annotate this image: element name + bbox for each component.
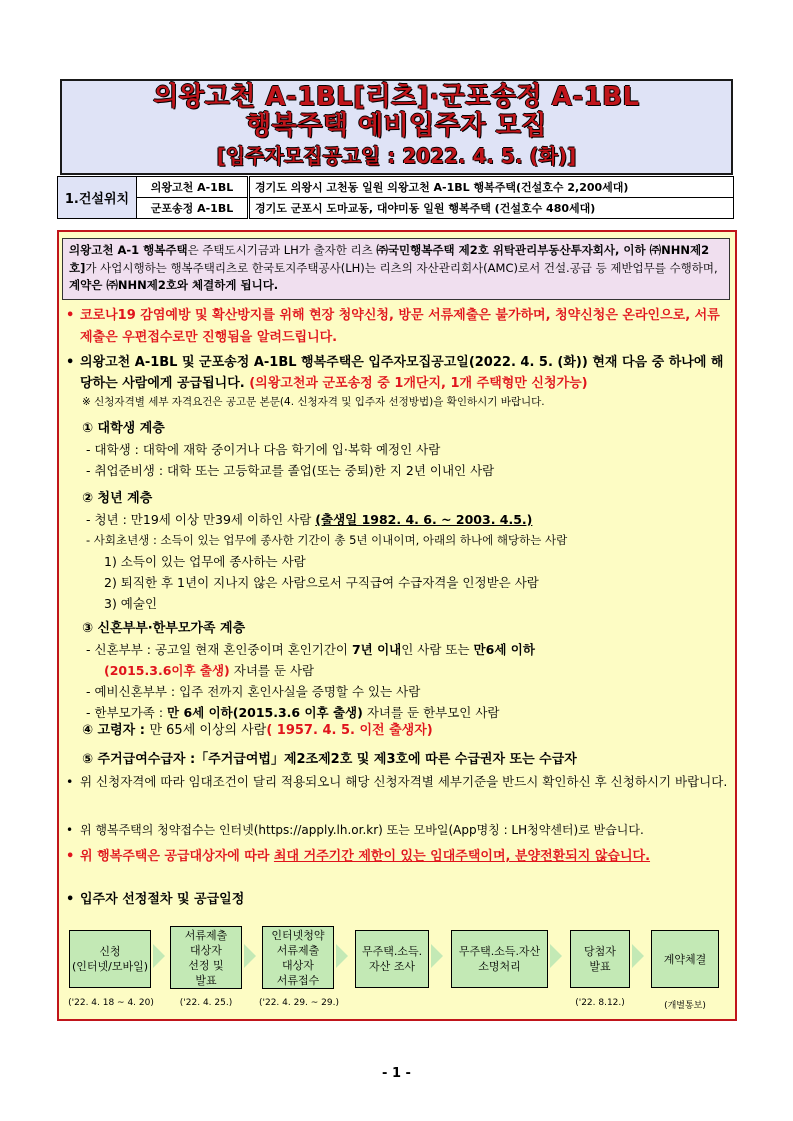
- section-youth: [64, 488, 732, 614]
- note-conditions: • 위 신청자격에 따라 임대조건이 달리 적용되오니 해당 신청자격별 세부기준을 반드시 확인하신 후 신청하시기 바랍니다.: [64, 771, 732, 792]
- location-table: [57, 176, 734, 219]
- notes: [64, 889, 732, 910]
- list-item-text: - 한부모가족 :: [86, 705, 168, 720]
- flow-date: (개별통보): [664, 1001, 706, 1011]
- supply-note: ※ 신청자격별 세부 자격요건은 공고문 본문(4. 신청자격 및 입주자 선정방법)을 확인하시기 바랍니다.: [82, 396, 545, 408]
- flow-step-selection: [170, 926, 242, 989]
- section-title: ③ 신혼부부·한부모가족 계층: [82, 621, 246, 636]
- flow-step-apply: [69, 930, 151, 988]
- list-item: - 예비신혼부부 : 입주 전까지 혼인사실을 증명할 수 있는 사람: [86, 684, 421, 699]
- title-box: [60, 79, 733, 175]
- flow-arrow-icon: [244, 944, 256, 968]
- intro-subject: 의왕고천 A-1 행복주택: [69, 243, 188, 257]
- flow-date: ('22. 8.12.): [575, 998, 625, 1008]
- section-title: ② 청년 계층: [82, 491, 153, 506]
- section-title: ① 대학생 계층: [82, 421, 165, 436]
- title-line-2: 행복주택 예비입주자 모집: [246, 111, 547, 141]
- flow-arrow-icon: [431, 944, 443, 968]
- list-item: - 대학생 : 대학에 재학 중이거나 다음 학기에 입·복학 예정인 사람: [86, 442, 441, 457]
- site-name: 군포송정 A-1BL: [137, 198, 249, 219]
- elderly-label: ④ 고령자 :: [82, 723, 150, 738]
- intro-box: [62, 238, 730, 300]
- section-students: [64, 418, 732, 481]
- intro-company: ㈜국민행복주택 제2호 위탁관리부동산투자회사, 이하 ㈜NHN제2호]: [69, 243, 710, 275]
- table-row: [58, 177, 734, 198]
- notes: [64, 771, 732, 792]
- flow-arrow-icon: [336, 944, 348, 968]
- site-address: 경기도 의왕시 고천동 일원 의왕고천 A-1BL 행복주택(건설호수 2,200세대): [249, 177, 734, 198]
- elderly-text: 만 65세 이상의 사람: [149, 723, 267, 738]
- flow-step-label: 계약체결: [663, 952, 707, 966]
- flow-arrow-icon: [632, 944, 644, 968]
- supply-restriction: (의왕고천과 군포송정 중 1개단지, 1개 주택형만 신청가능): [249, 376, 588, 391]
- section-title: [64, 720, 732, 741]
- notes: [64, 846, 732, 867]
- flow-step-label: 신청 (인터넷/모바일): [71, 945, 149, 973]
- site-name: 의왕고천 A-1BL: [137, 177, 249, 198]
- flow-step-documents: [262, 926, 334, 989]
- birth-date-red: (2015.3.6이후 출생): [104, 663, 230, 678]
- flow-step-label: 무주택.소득. 자산 조사: [361, 945, 423, 973]
- flow-step-contract: [651, 930, 719, 988]
- sub-item: 3) 예술인: [104, 596, 158, 611]
- intro-text: 가 사업시행하는 행복주택리츠로 한국토지주택공사(LH)는 리츠의 자산관리회사(AMC)로서 건설.공급 등 제반업무를 수행하며,: [85, 260, 718, 275]
- note-text-underline: 최대 거주기간 제한이 있는 임대주택이며, 분양전환되지 않습니다.: [273, 849, 651, 864]
- supply-section: [64, 352, 732, 410]
- list-item: [64, 660, 732, 681]
- flow-step-announcement: [570, 930, 630, 988]
- notes: [64, 820, 732, 841]
- list-item-text: 자녀를 둔 사람: [229, 663, 315, 678]
- title-line-3: [입주자모집공고일 : 2022. 4. 5. (화)]: [216, 144, 577, 168]
- sub-item: 1) 소득이 있는 업무에 종사하는 사람: [104, 554, 306, 569]
- intro-contract: 계약은 ㈜NHN제2호와 체결하게 됩니다.: [69, 278, 279, 292]
- section-newlyweds: [64, 618, 732, 723]
- supply-main: [64, 352, 732, 394]
- covid-notice-text: • 코로나19 감염예방 및 확산방지를 위해 현장 청약신청, 방문 서류제출은 불가하며, 청약신청은 온라인으로, 서류제출은 우편접수로만 진행됨을 알려드립니다.: [64, 305, 732, 349]
- highlight: 만6세 이하: [473, 642, 535, 657]
- page-number: - 1 -: [382, 1066, 411, 1081]
- list-item-text: - 청년 : 만19세 이상 만39세 이하인 사람: [86, 512, 316, 527]
- elderly-birth: ( 1957. 4. 5. 이전 출생자): [266, 723, 433, 738]
- flow-date: ('22. 4. 25.): [179, 998, 233, 1008]
- list-item-text: 자녀를 둔 한부모인 사람: [362, 705, 500, 720]
- note-application: • 위 행복주택의 청약접수는 인터넷(https://apply.lh.or.kr) 또는 모바일(App명칭 : LH청약센터)로 받습니다.: [64, 820, 732, 841]
- list-item: - 취업준비생 : 대학 또는 고등학교를 졸업(또는 중퇴)한 지 2년 이내인 사람: [86, 463, 495, 478]
- list-item: [64, 509, 732, 530]
- flow-date: ('22. 4. 18 ~ 4. 20): [68, 998, 154, 1008]
- table-row: [58, 198, 734, 219]
- list-item: [64, 639, 732, 660]
- covid-notice: [64, 305, 732, 349]
- list-item: - 사회초년생 : 소득이 있는 업무에 종사한 기간이 총 5년 이내이며, 아래의 하나에 해당하는 사람: [86, 533, 568, 547]
- section-housing-benefit: [64, 749, 732, 770]
- flow-step-label: 인터넷청약 서류제출 대상자 서류접수: [271, 928, 325, 987]
- list-item-text: - 신혼부부 : 공고일 현재 혼인중이며 혼인기간이: [86, 642, 352, 657]
- birth-range: (출생일 1982. 4. 6. ~ 2003. 4.5.): [315, 512, 533, 527]
- flow-arrow-icon: [153, 944, 165, 968]
- flow-arrow-icon: [550, 944, 562, 968]
- flow-step-survey: [355, 930, 429, 988]
- supply-main-text: 의왕고천 A-1BL 및 군포송정 A-1BL 행복주택은 입주자모집공고일(2022. 4. 5. (화)) 현재 다음 중 하나에 해당하는 사람에게 공급됩니다.: [80, 355, 724, 391]
- flow-step-label: 무주택.소득.자산 소명처리: [458, 945, 541, 973]
- flow-step-label: 당첨자 발표: [584, 945, 616, 973]
- schedule-heading: • 입주자 선정절차 및 공급일정: [64, 889, 732, 910]
- title-line-1: 의왕고천 A-1BL[리츠]·군포송정 A-1BL: [153, 82, 640, 112]
- list-item-text: 인 사람 또는: [401, 642, 474, 657]
- location-header: 1.건설위치: [58, 177, 137, 219]
- flow-step-label: 서류제출 대상자 선정 및 발표: [184, 928, 228, 987]
- note-residence-limit: [64, 846, 732, 867]
- intro-text: 은 주택도시기금과 LH가 출자한 리츠: [187, 243, 377, 257]
- site-address: 경기도 군포시 도마교동, 대야미동 일원 행복주택 (건설호수 480세대): [249, 198, 734, 219]
- note-text: 위 행복주택은 공급대상자에 따라: [80, 849, 274, 864]
- flow-step-explanation: [451, 930, 548, 988]
- section-elderly: [64, 720, 732, 741]
- highlight: 7년 이내: [351, 642, 402, 657]
- sub-item: 2) 퇴직한 후 1년이 지나지 않은 사람으로서 구직급여 수급자격을 인정받은 사람: [104, 575, 539, 590]
- flow-date: ('22. 4. 29. ~ 29.): [258, 998, 339, 1008]
- section-title: ⑤ 주거급여수급자 :「주거급여법」제2조제2호 및 제3호에 따른 수급권자 또는 수급자: [82, 752, 577, 767]
- highlight: 만 6세 이하(2015.3.6 이후 출생): [167, 705, 363, 720]
